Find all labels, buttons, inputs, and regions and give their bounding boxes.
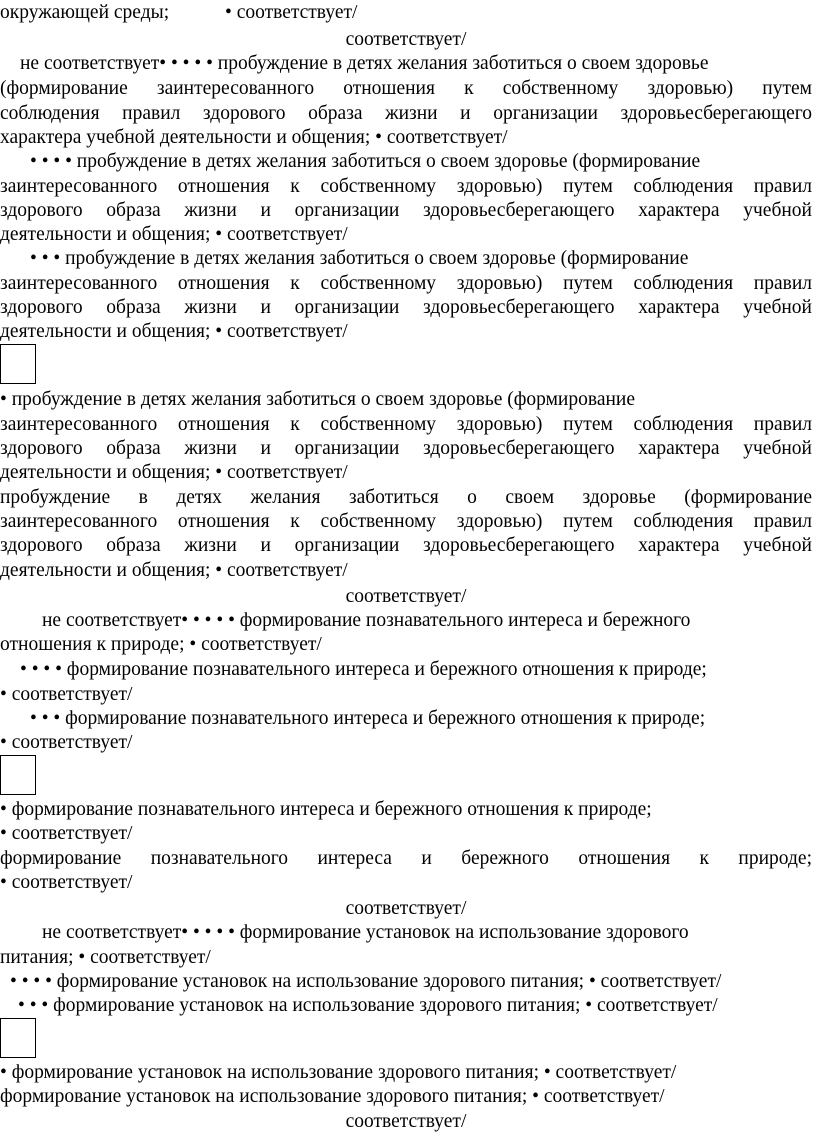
text-line: деятельности и общения; • соответствует/	[0, 321, 348, 342]
empty-cell-box	[0, 1018, 36, 1058]
text-line: отношения к природе; • соответствует/	[0, 634, 322, 655]
text-line: не соответствует• • • • • пробуждение в детях желания заботиться о своем здоровье	[20, 53, 709, 74]
text-line: • • • формирование познавательного интереса и бережного отношения к природе;	[30, 708, 706, 729]
text-line: здорового образа жизни и организации здоровьесберегающего характера учебной	[0, 535, 812, 556]
text-line: соответствует/	[345, 898, 467, 919]
text-line: заинтересованного отношения к собственному здоровью) путем соблюдения правил	[0, 176, 812, 197]
text-line: соблюдения правил здорового образа жизни и организации здоровьесберегающего	[0, 103, 812, 124]
text-line: формирование познавательного интереса и бережного отношения к природе;	[0, 848, 812, 869]
text-fragment: окружающей среды;	[0, 2, 170, 23]
text-line: • формирование установок на использование здорового питания; • соответствует/	[0, 1062, 677, 1083]
text-line: • соответствует/	[0, 823, 133, 844]
text-line: • соответствует/	[0, 872, 133, 893]
text-line: деятельности и общения; • соответствует/	[0, 560, 348, 581]
text-line: питания; • соответствует/	[0, 947, 211, 968]
text-line: соответствует/	[345, 586, 467, 607]
text-line	[0, 0, 812, 26]
text-line: • соответствует/	[0, 684, 133, 705]
text-line: деятельности и общения; • соответствует/	[0, 224, 348, 245]
text-line: деятельности и общения; • соответствует/	[0, 462, 348, 483]
text-line: формирование установок на использование здорового питания; • соответствует/	[0, 1086, 665, 1107]
text-line: здорового образа жизни и организации здоровьесберегающего характера учебной	[0, 297, 812, 318]
text-line: не соответствует• • • • • формирование установок на использование здорового	[42, 922, 689, 943]
text-line: (формирование заинтересованного отношения к собственному здоровью) путем	[0, 78, 812, 99]
empty-cell-box	[0, 755, 36, 795]
text-line: • • • формирование установок на использование здорового питания; • соответствует/	[18, 995, 718, 1016]
text-line: соответствует/	[345, 1111, 467, 1132]
text-line: • • • • формирование познавательного интереса и бережного отношения к природе;	[20, 659, 707, 680]
text-line: заинтересованного отношения к собственному здоровью) путем соблюдения правил	[0, 511, 812, 532]
text-line: соответствует/	[345, 29, 467, 50]
text-fragment: • соответствует/	[225, 2, 358, 23]
empty-cell-box	[0, 344, 36, 384]
text-line: • • • • формирование установок на использование здорового питания; • соответствует/	[10, 971, 722, 992]
text-line: заинтересованного отношения к собственному здоровью) путем соблюдения правил	[0, 273, 812, 294]
text-line: • формирование познавательного интереса и бережного отношения к природе;	[0, 799, 652, 820]
text-line: здорового образа жизни и организации здоровьесберегающего характера учебной	[0, 200, 812, 221]
text-line: • пробуждение в детях желания заботиться о своем здоровье (формирование	[0, 389, 635, 410]
text-line: здорового образа жизни и организации здоровьесберегающего характера учебной	[0, 438, 812, 459]
text-line: не соответствует• • • • • формирование познавательного интереса и бережного	[42, 610, 691, 631]
text-line: • • • • пробуждение в детях желания заботиться о своем здоровье (формирование	[30, 151, 701, 172]
text-line: • • • пробуждение в детях желания заботиться о своем здоровье (формирование	[30, 248, 689, 269]
text-line: • соответствует/	[0, 732, 133, 753]
text-line: характера учебной деятельности и общения; • соответствует/	[0, 127, 508, 148]
text-line: пробуждение в детях желания заботиться о своем здоровье (формирование	[0, 487, 812, 508]
text-line: заинтересованного отношения к собственному здоровью) путем соблюдения правил	[0, 414, 812, 435]
